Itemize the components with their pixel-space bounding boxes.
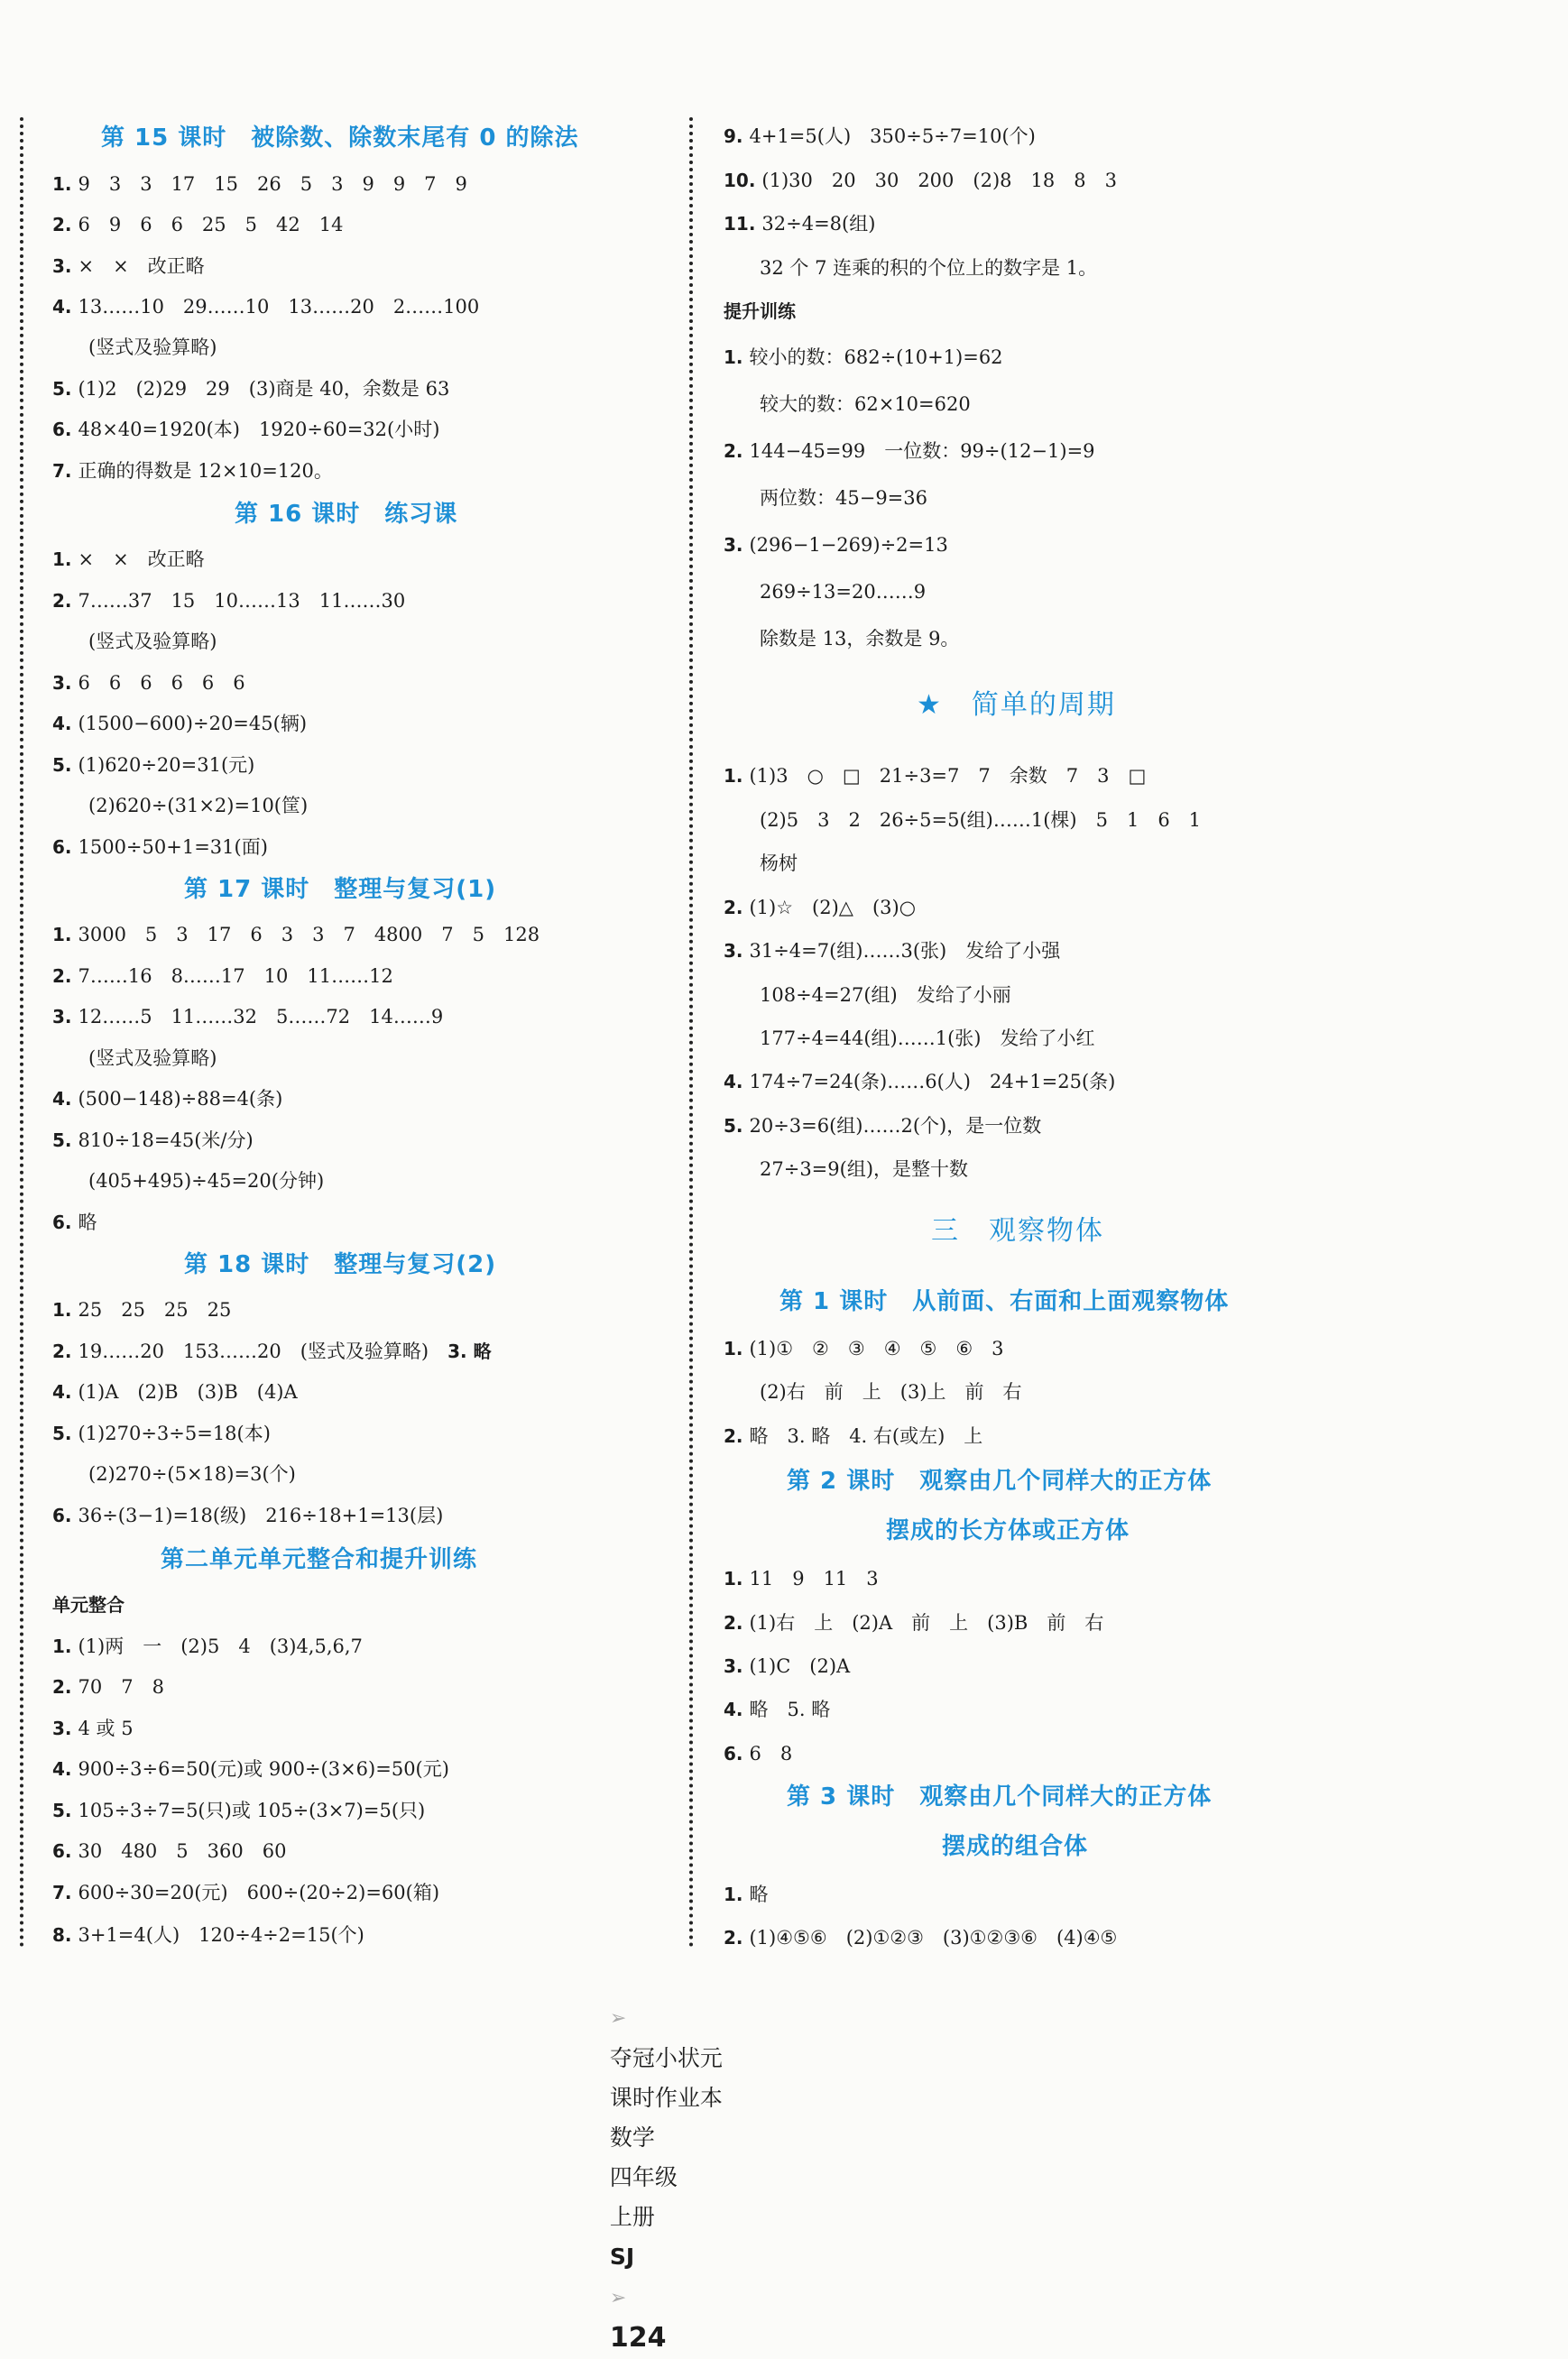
answer-line: 2. (1)④⑤⑥ (2)①②③ (3)①②③⑥ (4)④⑤ (724, 1927, 1118, 1949)
section-title-simple-cycles: ★ 简单的周期 (917, 689, 1116, 721)
section-title-lesson-17: 第 17 课时 整理与复习(1) (184, 876, 497, 903)
answer-line: 2. 19……20 153……20 (竖式及验算略) 3. 略 (52, 1341, 492, 1362)
answer-line: 177÷4=44(组)……1(张) 发给了小红 (760, 1027, 1095, 1049)
answer-line: 4. (1500−600)÷20=45(辆) (52, 713, 308, 734)
binding-dots-left (20, 117, 23, 1949)
section-title-lesson-16: 第 16 课时 练习课 (235, 501, 458, 528)
answer-line: (竖式及验算略) (88, 1047, 217, 1069)
footer-subject: 数学 (609, 2124, 655, 2151)
answer-line: 3. 6 6 6 6 6 6 (52, 672, 245, 694)
answer-line: 3. 31÷4=7(组)……3(张) 发给了小强 (724, 940, 1061, 962)
answer-line: 2. 7……37 15 10……13 11……30 (52, 590, 406, 612)
answer-line: 1. 25 25 25 25 (52, 1299, 232, 1321)
answer-line: 1. 3000 5 3 17 6 3 3 7 4800 7 5 128 (52, 924, 540, 945)
answer-line: 较大的数：62×10=620 (760, 393, 971, 415)
answer-line: 6. 1500÷50+1=31(面) (52, 836, 268, 858)
subheading-improvement-training: 提升训练 (724, 300, 796, 322)
answer-line: 10. (1)30 20 30 200 (2)8 18 8 3 (724, 170, 1117, 191)
page-number: 124 (609, 2322, 667, 2354)
answer-line: (2)右 前 上 (3)上 前 右 (760, 1381, 1022, 1403)
answer-line: (竖式及验算略) (88, 631, 217, 652)
answer-line: (2)270÷(5×18)=3(个) (88, 1463, 296, 1485)
section-title-lesson-c3: 第 3 课时 观察由几个同样大的正方体 (787, 1783, 1213, 1811)
subheading-unit-integration: 单元整合 (52, 1594, 125, 1616)
answer-line: 3. × × 改正略 (52, 255, 205, 277)
binding-dots-right (689, 117, 693, 1949)
answer-line: 108÷4=27(组) 发给了小丽 (760, 984, 1011, 1006)
answer-line: 1. 较小的数：682÷(10+1)=62 (724, 346, 1003, 368)
answer-line: 3. 12……5 11……32 5……72 14……9 (52, 1006, 444, 1027)
answer-line: 5. 20÷3=6(组)……2(个)，是一位数 (724, 1115, 1042, 1137)
section-title-lesson-c1: 第 1 课时 从前面、右面和上面观察物体 (779, 1288, 1230, 1315)
answer-line: 4. 174÷7=24(条)……6(人) 24+1=25(条) (724, 1071, 1116, 1092)
answer-line: 4. 略 5. 略 (724, 1699, 831, 1720)
arrow-icon: ➢ (609, 2287, 627, 2309)
footer-edition: SJ (609, 2244, 635, 2270)
answer-line: 3. 4 或 5 (52, 1718, 134, 1739)
answer-line: 5. (1)270÷3÷5=18(本) (52, 1423, 271, 1444)
answer-line: 4. 13……10 29……10 13……20 2……100 (52, 296, 480, 318)
answer-line: (405+495)÷45=20(分钟) (88, 1170, 325, 1192)
footer-brand: 夺冠小状元 (609, 2045, 723, 2071)
answer-line: 6. 30 480 5 360 60 (52, 1840, 287, 1862)
answer-line: 9. 4+1=5(人) 350÷5÷7=10(个) (724, 125, 1036, 147)
answer-line: 7. 正确的得数是 12×10=120。 (52, 460, 333, 482)
footer-volume: 上册 (609, 2204, 655, 2230)
answer-line: 除数是 13，余数是 9。 (760, 628, 960, 650)
answer-line: 2. (1)☆ (2)△ (3)○ (724, 897, 917, 918)
answer-line: 11. 32÷4=8(组) (724, 213, 876, 235)
footer-grade: 四年级 (609, 2164, 678, 2190)
answer-line: 6. 略 (52, 1212, 97, 1233)
answer-line: 6. 6 8 (724, 1743, 793, 1765)
answer-line: 1. (1)两 一 (2)5 4 (3)4,5,6,7 (52, 1636, 363, 1657)
answer-line: 1. (1)3 ○ □ 21÷3=7 7 余数 7 3 □ (724, 765, 1147, 787)
arrow-icon: ➢ (609, 2007, 627, 2030)
answer-line: 2. 7……16 8……17 10 11……12 (52, 965, 393, 987)
answer-line: 5. (1)620÷20=31(元) (52, 754, 255, 776)
section-title-lesson-c2-line2: 摆成的长方体或正方体 (886, 1517, 1130, 1544)
answer-line: 6. 48×40=1920(本) 1920÷60=32(小时) (52, 419, 440, 440)
answer-line: (2)5 3 2 26÷5=5(组)……1(棵) 5 1 6 1 (760, 809, 1202, 831)
answer-line: 7. 600÷30=20(元) 600÷(20÷2)=60(箱) (52, 1882, 440, 1903)
answer-line: 4. (1)A (2)B (3)B (4)A (52, 1381, 298, 1403)
section-title-unit-2-review: 第二单元单元整合和提升训练 (161, 1546, 478, 1573)
answer-line: 4. (500−148)÷88=4(条) (52, 1088, 283, 1110)
answer-line: 1. 略 (724, 1884, 769, 1905)
answer-line: 27÷3=9(组)，是整十数 (760, 1158, 969, 1180)
answer-line: 2. 70 7 8 (52, 1676, 164, 1698)
answer-line: 5. (1)2 (2)29 29 (3)商是 40，余数是 63 (52, 378, 450, 400)
answer-line: (竖式及验算略) (88, 336, 217, 358)
answer-line: 5. 105÷3÷7=5(只)或 105÷(3×7)=5(只) (52, 1800, 426, 1821)
answer-line: 杨树 (760, 852, 798, 874)
answer-line: (2)620÷(31×2)=10(筐) (88, 795, 309, 816)
answer-line: 4. 900÷3÷6=50(元)或 900÷(3×6)=50(元) (52, 1758, 449, 1780)
answer-line: 8. 3+1=4(人) 120÷4÷2=15(个) (52, 1924, 364, 1946)
answer-line: 2. (1)右 上 (2)A 前 上 (3)B 前 右 (724, 1612, 1104, 1634)
answer-line: 5. 810÷18=45(米/分) (52, 1129, 254, 1151)
answer-line: 269÷13=20……9 (760, 581, 927, 603)
section-title-lesson-c2: 第 2 课时 观察由几个同样大的正方体 (787, 1468, 1213, 1495)
section-title-lesson-c3-line2: 摆成的组合体 (942, 1833, 1089, 1860)
answer-line: 3. (296−1−269)÷2=13 (724, 534, 948, 556)
answer-line: 1. 9 3 3 17 15 26 5 3 9 9 7 9 (52, 173, 467, 195)
answer-line: 2. 6 9 6 6 25 5 42 14 (52, 214, 344, 235)
section-title-lesson-18: 第 18 课时 整理与复习(2) (184, 1251, 497, 1278)
section-title-lesson-15: 第 15 课时 被除数、除数末尾有 0 的除法 (101, 124, 579, 152)
answer-line: 3. (1)C (2)A (724, 1655, 851, 1677)
answer-line: 32 个 7 连乘的积的个位上的数字是 1。 (760, 257, 1098, 279)
answer-line: 2. 144−45=99 一位数：99÷(12−1)=9 (724, 440, 1095, 462)
answer-line: 1. 11 9 11 3 (724, 1568, 879, 1590)
footer-book: 课时作业本 (609, 2085, 723, 2111)
unit-title-observing-objects: 三 观察物体 (931, 1215, 1104, 1247)
page-footer (595, 1958, 1407, 2354)
answer-line: 1. (1)① ② ③ ④ ⑤ ⑥ 3 (724, 1338, 1004, 1359)
answer-line: 2. 略 3. 略 4. 右(或左) 上 (724, 1425, 983, 1447)
answer-line: 1. × × 改正略 (52, 548, 205, 570)
answer-line: 两位数：45−9=36 (760, 487, 927, 509)
answer-line: 6. 36÷(3−1)=18(级) 216÷18+1=13(层) (52, 1505, 444, 1526)
